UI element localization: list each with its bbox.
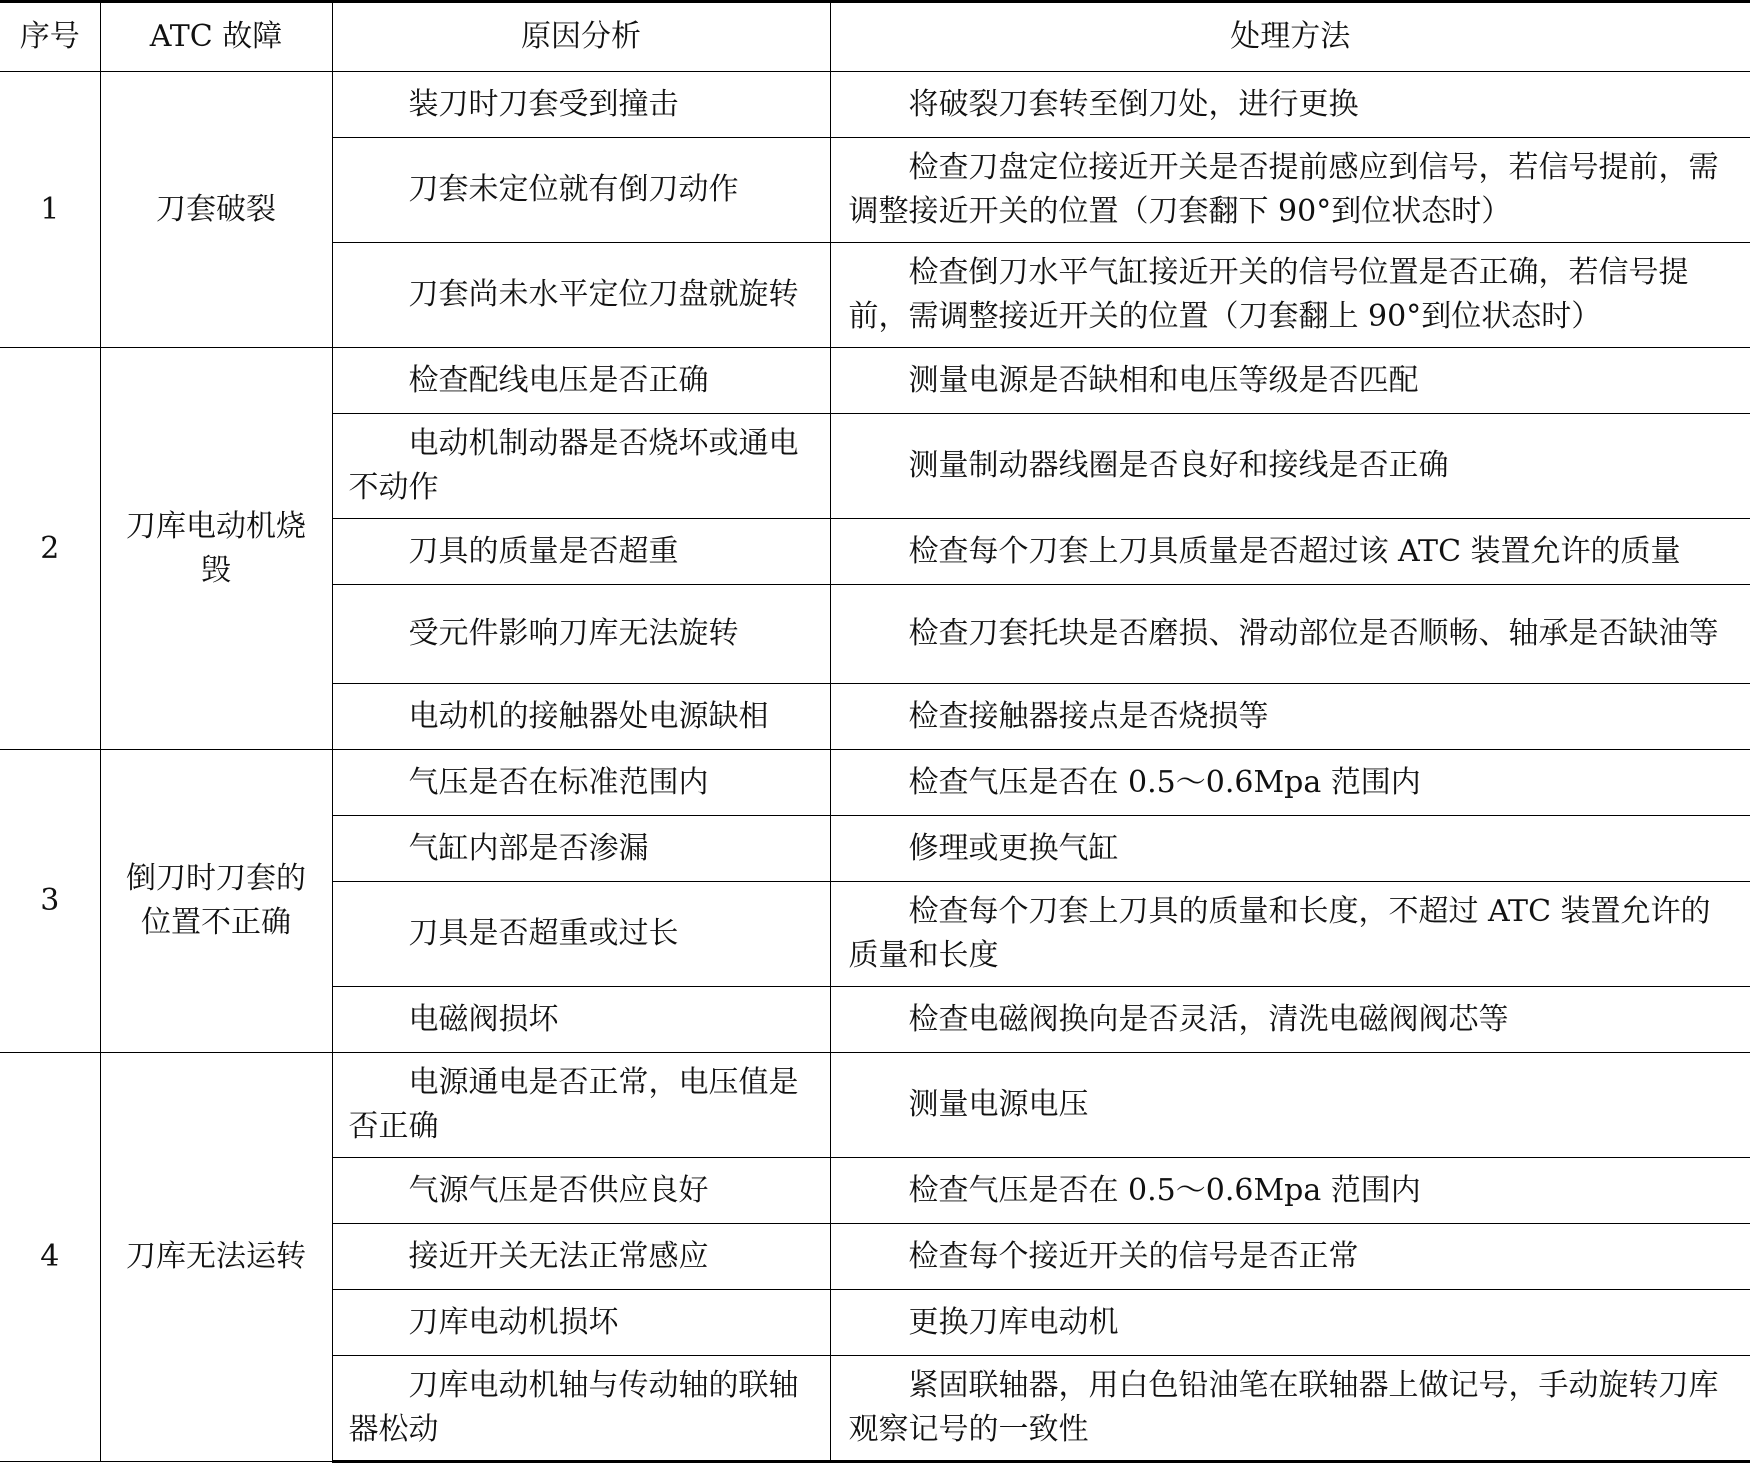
fix-cell: 修理或更换气缸 (830, 816, 1750, 882)
fix-cell: 检查刀盘定位接近开关是否提前感应到信号，若信号提前，需调整接近开关的位置（刀套翻下 90°到位状态时） (830, 138, 1750, 243)
cause-cell: 接近开关无法正常感应 (332, 1224, 830, 1290)
cause-cell: 刀具是否超重或过长 (332, 882, 830, 987)
cause-cell: 电动机的接触器处电源缺相 (332, 684, 830, 750)
header-no: 序号 (0, 2, 100, 72)
fault-cell: 刀套破裂 (100, 72, 332, 348)
fix-cell: 测量电源是否缺相和电压等级是否匹配 (830, 348, 1750, 414)
table-row (0, 1053, 1750, 1158)
cause-cell: 电动机制动器是否烧坏或通电不动作 (332, 414, 830, 519)
fix-cell: 紧固联轴器，用白色铅油笔在联轴器上做记号，手动旋转刀库观察记号的一致性 (830, 1356, 1750, 1462)
fix-cell: 测量电源电压 (830, 1053, 1750, 1158)
row-no: 4 (0, 1053, 100, 1462)
cause-cell: 刀套尚未水平定位刀盘就旋转 (332, 243, 830, 348)
cause-cell: 受元件影响刀库无法旋转 (332, 585, 830, 684)
cause-cell: 气缸内部是否渗漏 (332, 816, 830, 882)
cause-cell: 电源通电是否正常，电压值是否正确 (332, 1053, 830, 1158)
fix-cell: 更换刀库电动机 (830, 1290, 1750, 1356)
row-no: 1 (0, 72, 100, 348)
fix-cell: 检查刀套托块是否磨损、滑动部位是否顺畅、轴承是否缺油等 (830, 585, 1750, 684)
table-row (0, 348, 1750, 414)
fault-cell: 刀库电动机烧毁 (100, 348, 332, 750)
fix-cell: 检查每个刀套上刀具质量是否超过该 ATC 装置允许的质量 (830, 519, 1750, 585)
fault-cell: 倒刀时刀套的位置不正确 (100, 750, 332, 1053)
cause-cell: 刀套未定位就有倒刀动作 (332, 138, 830, 243)
cause-cell: 气源气压是否供应良好 (332, 1158, 830, 1224)
cause-cell: 刀库电动机损坏 (332, 1290, 830, 1356)
cause-cell: 气压是否在标准范围内 (332, 750, 830, 816)
header-fix: 处理方法 (830, 2, 1750, 72)
row-no: 3 (0, 750, 100, 1053)
cause-cell: 刀具的质量是否超重 (332, 519, 830, 585)
header-row (0, 2, 1750, 72)
fix-cell: 测量制动器线圈是否良好和接线是否正确 (830, 414, 1750, 519)
cause-cell: 电磁阀损坏 (332, 987, 830, 1053)
cause-cell: 刀库电动机轴与传动轴的联轴器松动 (332, 1356, 830, 1462)
fix-cell: 检查气压是否在 0.5～0.6Mpa 范围内 (830, 750, 1750, 816)
fault-cell: 刀库无法运转 (100, 1053, 332, 1462)
fix-cell: 检查气压是否在 0.5～0.6Mpa 范围内 (830, 1158, 1750, 1224)
row-no: 2 (0, 348, 100, 750)
fix-cell: 检查接触器接点是否烧损等 (830, 684, 1750, 750)
table-row (0, 750, 1750, 816)
fix-cell: 将破裂刀套转至倒刀处，进行更换 (830, 72, 1750, 138)
cause-cell: 装刀时刀套受到撞击 (332, 72, 830, 138)
fix-cell: 检查倒刀水平气缸接近开关的信号位置是否正确，若信号提前，需调整接近开关的位置（刀套翻上 90°到位状态时） (830, 243, 1750, 348)
fix-cell: 检查每个接近开关的信号是否正常 (830, 1224, 1750, 1290)
header-cause: 原因分析 (332, 2, 830, 72)
header-fault: ATC 故障 (100, 2, 332, 72)
fix-cell: 检查电磁阀换向是否灵活，清洗电磁阀阀芯等 (830, 987, 1750, 1053)
fix-cell: 检查每个刀套上刀具的质量和长度，不超过 ATC 装置允许的质量和长度 (830, 882, 1750, 987)
table-row (0, 72, 1750, 138)
cause-cell: 检查配线电压是否正确 (332, 348, 830, 414)
